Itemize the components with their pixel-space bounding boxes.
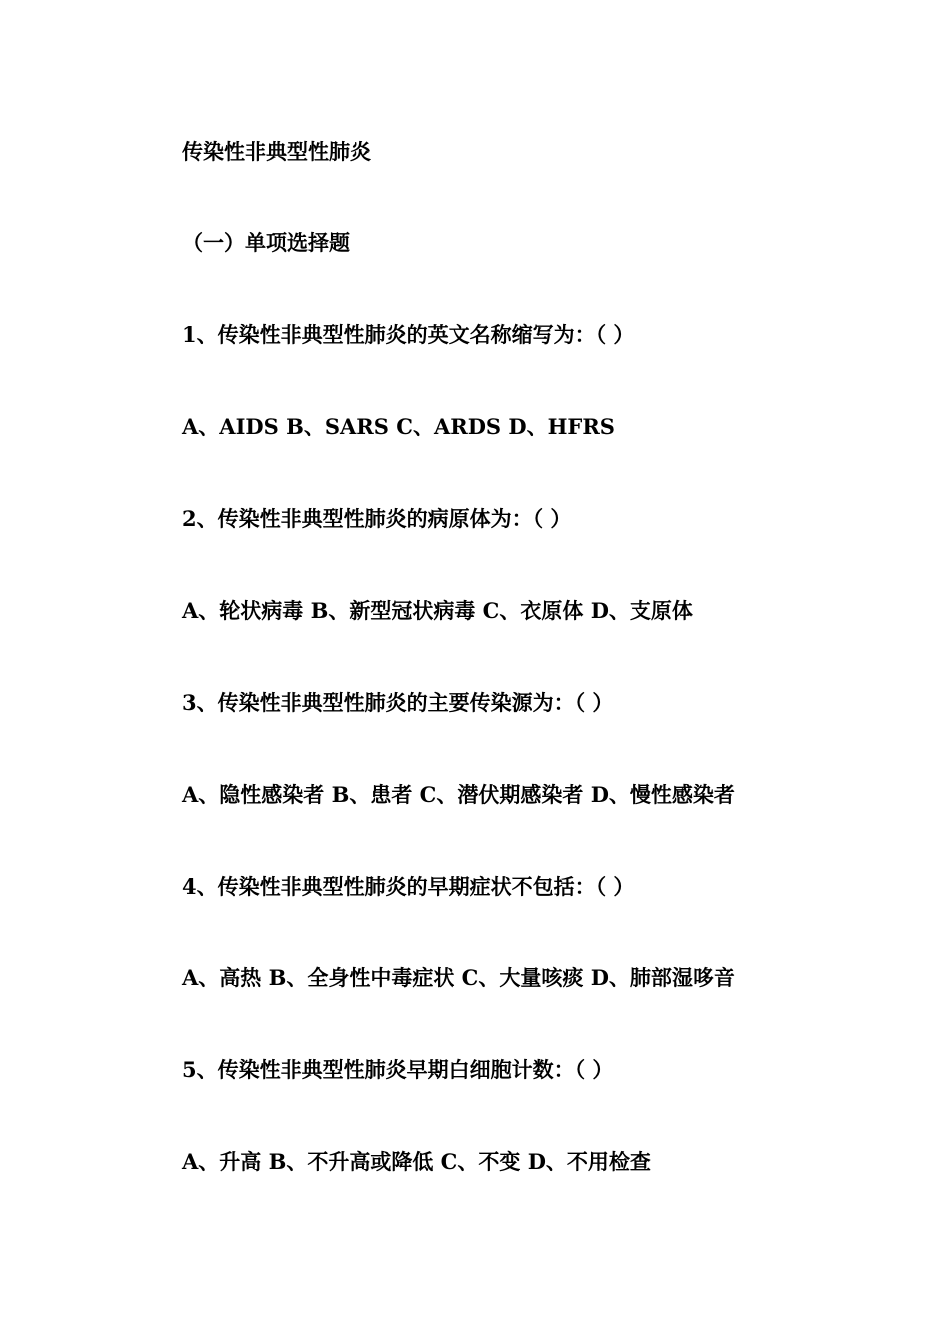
question-3-stem: 3、传染性非典型性肺炎的主要传染源为：（ ） <box>182 690 614 715</box>
question-2-options: A、轮状病毒 B、新型冠状病毒 C、衣原体 D、支原体 <box>182 598 693 623</box>
question-5-options: A、升高 B、不升高或降低 C、不变 D、不用检查 <box>182 1149 651 1174</box>
question-4-stem: 4、传染性非典型性肺炎的早期症状不包括：（ ） <box>182 874 635 899</box>
question-1-stem: 1、传染性非典型性肺炎的英文名称缩写为：（ ） <box>182 322 635 347</box>
question-3-options: A、隐性感染者 B、患者 C、潜伏期感染者 D、慢性感染者 <box>182 782 735 807</box>
section-heading: （一）单项选择题 <box>182 230 350 255</box>
question-1-options: A、AIDS B、SARS C、ARDS D、HFRS <box>182 414 615 439</box>
document-title: 传染性非典型性肺炎 <box>182 139 371 164</box>
question-4-options: A、高热 B、全身性中毒症状 C、大量咳痰 D、肺部湿哆音 <box>182 965 735 990</box>
question-2-stem: 2、传染性非典型性肺炎的病原体为：（ ） <box>182 506 572 531</box>
question-5-stem: 5、传染性非典型性肺炎早期白细胞计数：（ ） <box>182 1057 614 1082</box>
